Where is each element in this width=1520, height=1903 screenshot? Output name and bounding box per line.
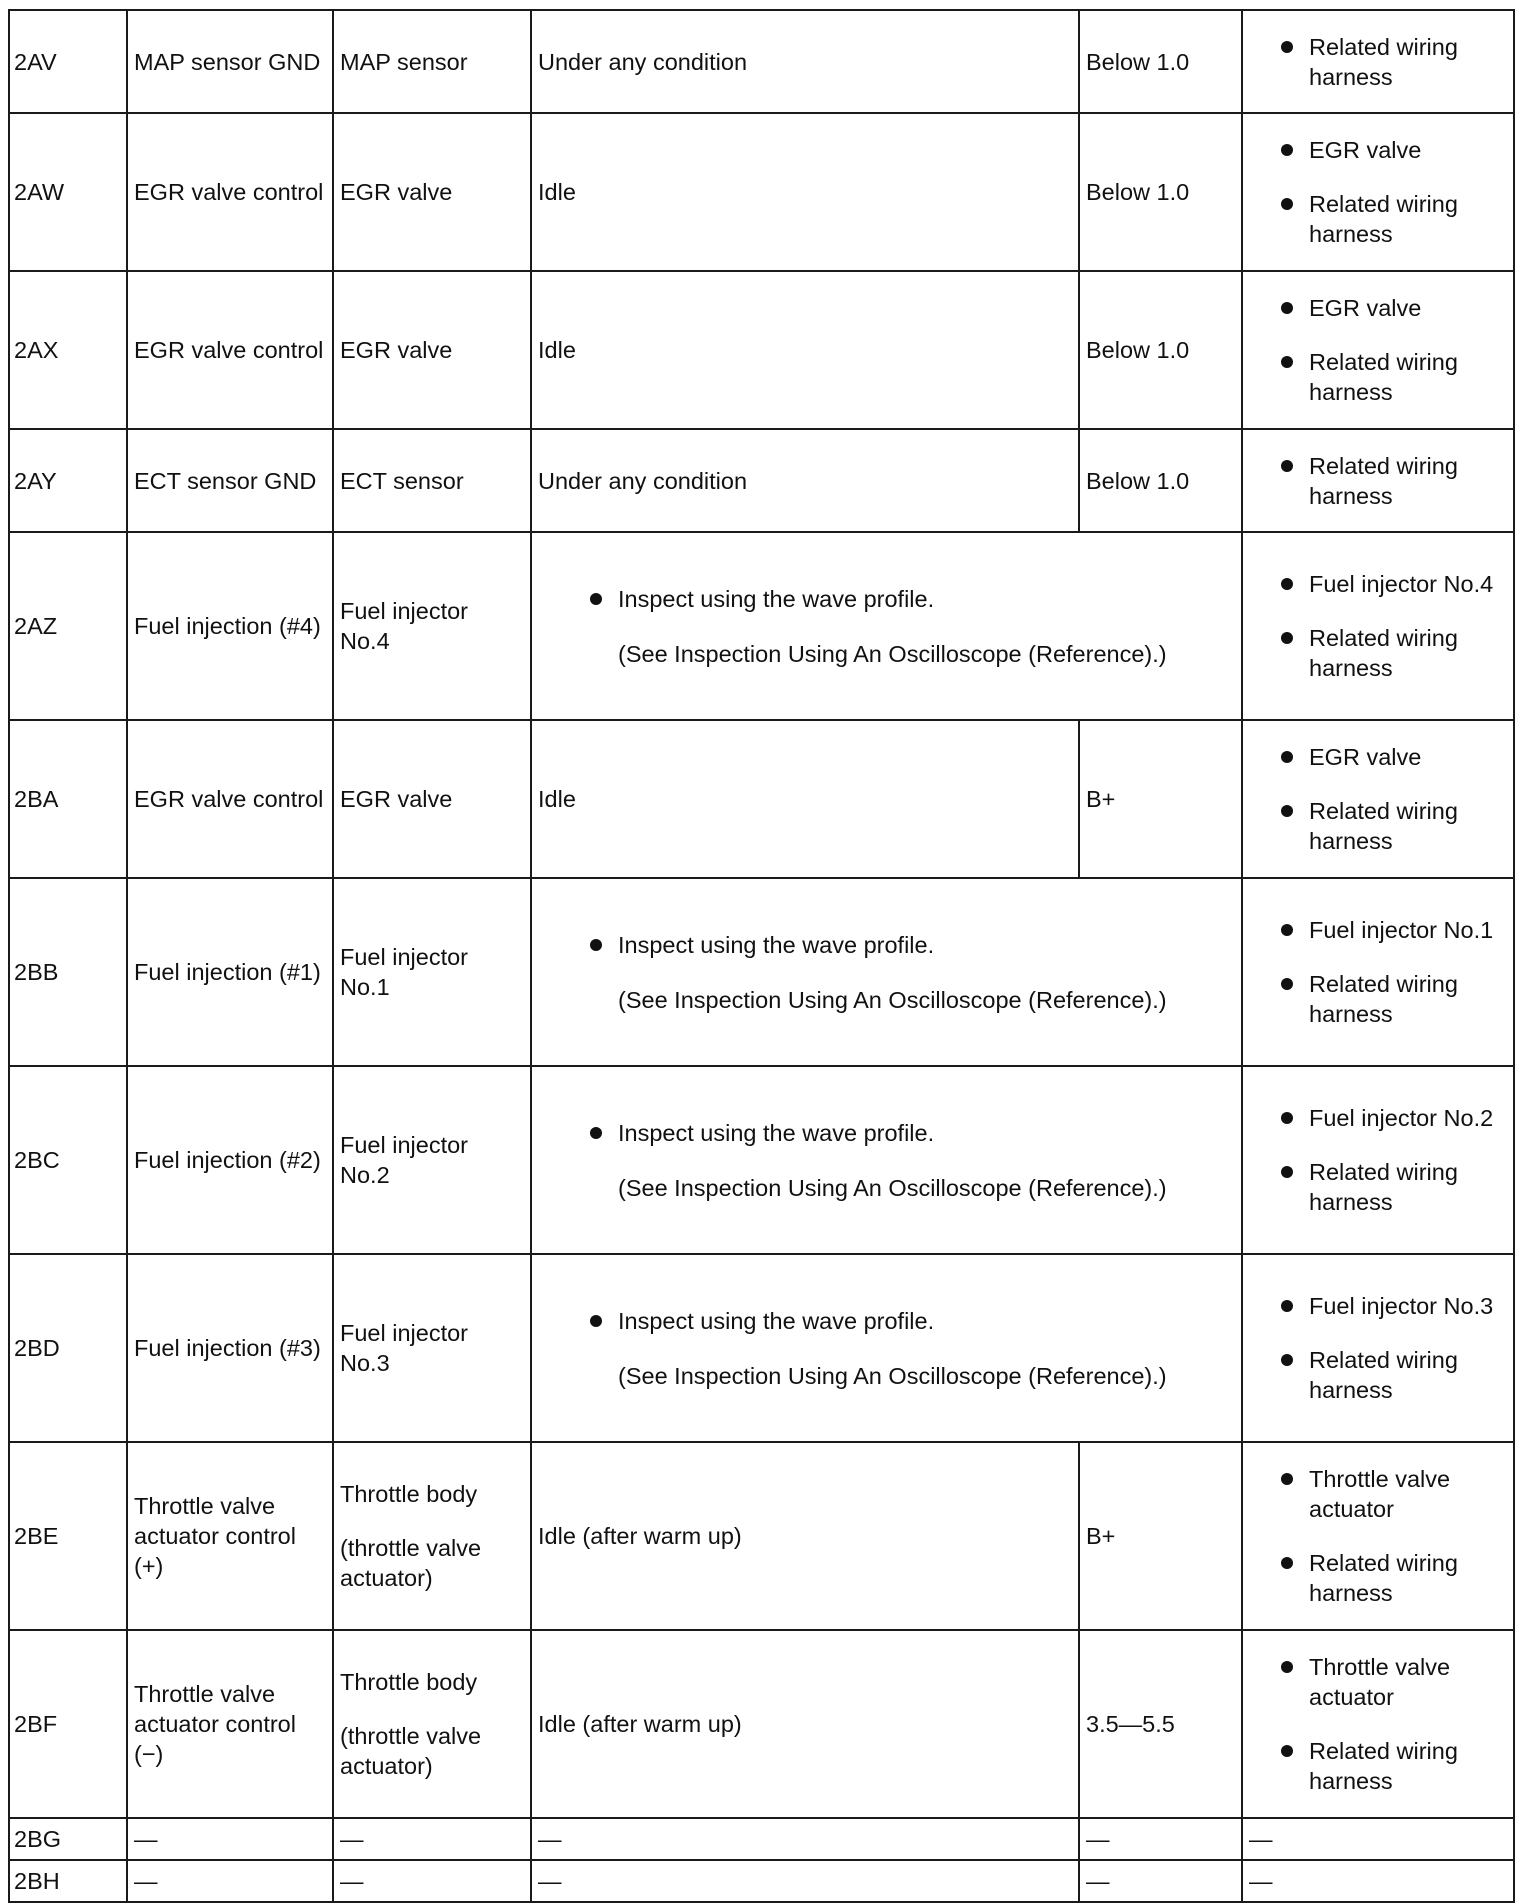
- terminal-cell: 2BD: [9, 1254, 127, 1442]
- wave-profile-note: Inspect using the wave profile.: [538, 1118, 1235, 1148]
- condition-cell: —: [531, 1818, 1079, 1860]
- voltage-cell: B+: [1079, 1442, 1242, 1630]
- signal-cell: —: [127, 1818, 333, 1860]
- wave-inspection-cell: [531, 878, 1242, 1066]
- voltage-cell: Below 1.0: [1079, 10, 1242, 113]
- inspection-cell: [1242, 429, 1514, 532]
- inspection-cell: [1242, 113, 1514, 271]
- voltage-cell: 3.5—5.5: [1079, 1630, 1242, 1818]
- table-row: [9, 429, 1514, 532]
- table-row: [9, 1442, 1514, 1630]
- inspection-item: Fuel injector No.1: [1249, 915, 1507, 945]
- wave-inspection-cell: [531, 1254, 1242, 1442]
- terminal-cell: 2BA: [9, 720, 127, 878]
- device-cell: [333, 1442, 531, 1630]
- voltage-cell: —: [1079, 1818, 1242, 1860]
- device-detail: (throttle valve actuator): [340, 1535, 482, 1591]
- table-row: [9, 1254, 1514, 1442]
- inspection-item: Related wiring harness: [1249, 1736, 1507, 1796]
- voltage-cell: Below 1.0: [1079, 271, 1242, 429]
- inspection-item: Related wiring harness: [1249, 1345, 1507, 1405]
- oscilloscope-reference: (See Inspection Using An Oscilloscope (Reference).): [618, 1362, 1167, 1389]
- voltage-cell: Below 1.0: [1079, 113, 1242, 271]
- inspection-item: Related wiring harness: [1249, 32, 1507, 92]
- signal-cell: ECT sensor GND: [127, 429, 333, 532]
- inspection-item: EGR valve: [1249, 293, 1507, 323]
- device-cell: —: [333, 1818, 531, 1860]
- inspection-cell: [1242, 10, 1514, 113]
- condition-cell: Idle: [531, 113, 1079, 271]
- device-cell: Fuel injector No.2: [333, 1066, 531, 1254]
- terminal-cell: 2AX: [9, 271, 127, 429]
- inspection-cell: [1242, 1254, 1514, 1442]
- inspection-cell: [1242, 720, 1514, 878]
- terminal-cell: 2BH: [9, 1860, 127, 1902]
- signal-cell: —: [127, 1860, 333, 1902]
- terminal-cell: 2BC: [9, 1066, 127, 1254]
- device-cell: [333, 1630, 531, 1818]
- oscilloscope-reference: (See Inspection Using An Oscilloscope (Reference).): [618, 986, 1167, 1013]
- inspection-cell: [1242, 1630, 1514, 1818]
- inspection-cell: [1242, 1066, 1514, 1254]
- device-cell: Fuel injector No.3: [333, 1254, 531, 1442]
- table-row: [9, 1818, 1514, 1860]
- inspection-cell: —: [1242, 1860, 1514, 1902]
- table-row: [9, 878, 1514, 1066]
- signal-cell: EGR valve control: [127, 271, 333, 429]
- signal-cell: Fuel injection (#2): [127, 1066, 333, 1254]
- table-row: [9, 113, 1514, 271]
- inspection-cell: [1242, 878, 1514, 1066]
- condition-cell: Idle: [531, 720, 1079, 878]
- device-cell: EGR valve: [333, 271, 531, 429]
- device-cell: ECT sensor: [333, 429, 531, 532]
- device-cell: EGR valve: [333, 720, 531, 878]
- inspection-item: Related wiring harness: [1249, 189, 1507, 249]
- terminal-voltage-table-sheet: [8, 9, 1513, 1903]
- signal-cell: Throttle valve actuator control (+): [127, 1442, 333, 1630]
- terminal-cell: 2AY: [9, 429, 127, 532]
- device-name: Throttle body: [340, 1481, 478, 1507]
- inspection-item: Fuel injector No.4: [1249, 569, 1507, 599]
- terminal-cell: 2BG: [9, 1818, 127, 1860]
- condition-cell: Idle: [531, 271, 1079, 429]
- signal-cell: Throttle valve actuator control (−): [127, 1630, 333, 1818]
- signal-cell: EGR valve control: [127, 113, 333, 271]
- voltage-cell: —: [1079, 1860, 1242, 1902]
- inspection-item: Related wiring harness: [1249, 451, 1507, 511]
- oscilloscope-reference: (See Inspection Using An Oscilloscope (Reference).): [618, 640, 1167, 667]
- table-row: [9, 1066, 1514, 1254]
- device-cell: EGR valve: [333, 113, 531, 271]
- table-row: [9, 1630, 1514, 1818]
- signal-cell: Fuel injection (#4): [127, 532, 333, 720]
- table-row: [9, 10, 1514, 113]
- inspection-item: Throttle valve actuator: [1249, 1464, 1507, 1524]
- terminal-cell: 2BB: [9, 878, 127, 1066]
- condition-cell: Idle (after warm up): [531, 1630, 1079, 1818]
- terminal-cell: 2BF: [9, 1630, 127, 1818]
- inspection-item: Throttle valve actuator: [1249, 1652, 1507, 1712]
- device-cell: Fuel injector No.4: [333, 532, 531, 720]
- wave-profile-note: Inspect using the wave profile.: [538, 1306, 1235, 1336]
- table-row: [9, 1860, 1514, 1902]
- inspection-cell: [1242, 1442, 1514, 1630]
- device-detail: (throttle valve actuator): [340, 1723, 482, 1779]
- voltage-cell: Below 1.0: [1079, 429, 1242, 532]
- inspection-item: Related wiring harness: [1249, 969, 1507, 1029]
- table-row: [9, 532, 1514, 720]
- signal-cell: MAP sensor GND: [127, 10, 333, 113]
- device-cell: —: [333, 1860, 531, 1902]
- inspection-item: Fuel injector No.3: [1249, 1291, 1507, 1321]
- table-row: [9, 720, 1514, 878]
- wave-profile-note: Inspect using the wave profile.: [538, 930, 1235, 960]
- condition-cell: Under any condition: [531, 10, 1079, 113]
- signal-cell: EGR valve control: [127, 720, 333, 878]
- terminal-voltage-table: [8, 9, 1515, 1903]
- inspection-item: Related wiring harness: [1249, 347, 1507, 407]
- inspection-cell: —: [1242, 1818, 1514, 1860]
- inspection-cell: [1242, 532, 1514, 720]
- inspection-cell: [1242, 271, 1514, 429]
- inspection-item: EGR valve: [1249, 135, 1507, 165]
- terminal-cell: 2AZ: [9, 532, 127, 720]
- inspection-item: Related wiring harness: [1249, 1548, 1507, 1608]
- wave-profile-note: Inspect using the wave profile.: [538, 584, 1235, 614]
- oscilloscope-reference: (See Inspection Using An Oscilloscope (Reference).): [618, 1174, 1167, 1201]
- signal-cell: Fuel injection (#1): [127, 878, 333, 1066]
- condition-cell: Idle (after warm up): [531, 1442, 1079, 1630]
- condition-cell: Under any condition: [531, 429, 1079, 532]
- table-row: [9, 271, 1514, 429]
- inspection-item: Fuel injector No.2: [1249, 1103, 1507, 1133]
- device-name: Throttle body: [340, 1669, 478, 1695]
- terminal-cell: 2AW: [9, 113, 127, 271]
- terminal-cell: 2AV: [9, 10, 127, 113]
- inspection-item: Related wiring harness: [1249, 1157, 1507, 1217]
- wave-inspection-cell: [531, 532, 1242, 720]
- device-cell: MAP sensor: [333, 10, 531, 113]
- condition-cell: —: [531, 1860, 1079, 1902]
- inspection-item: Related wiring harness: [1249, 623, 1507, 683]
- inspection-item: Related wiring harness: [1249, 796, 1507, 856]
- voltage-cell: B+: [1079, 720, 1242, 878]
- wave-inspection-cell: [531, 1066, 1242, 1254]
- inspection-item: EGR valve: [1249, 742, 1507, 772]
- signal-cell: Fuel injection (#3): [127, 1254, 333, 1442]
- device-cell: Fuel injector No.1: [333, 878, 531, 1066]
- terminal-cell: 2BE: [9, 1442, 127, 1630]
